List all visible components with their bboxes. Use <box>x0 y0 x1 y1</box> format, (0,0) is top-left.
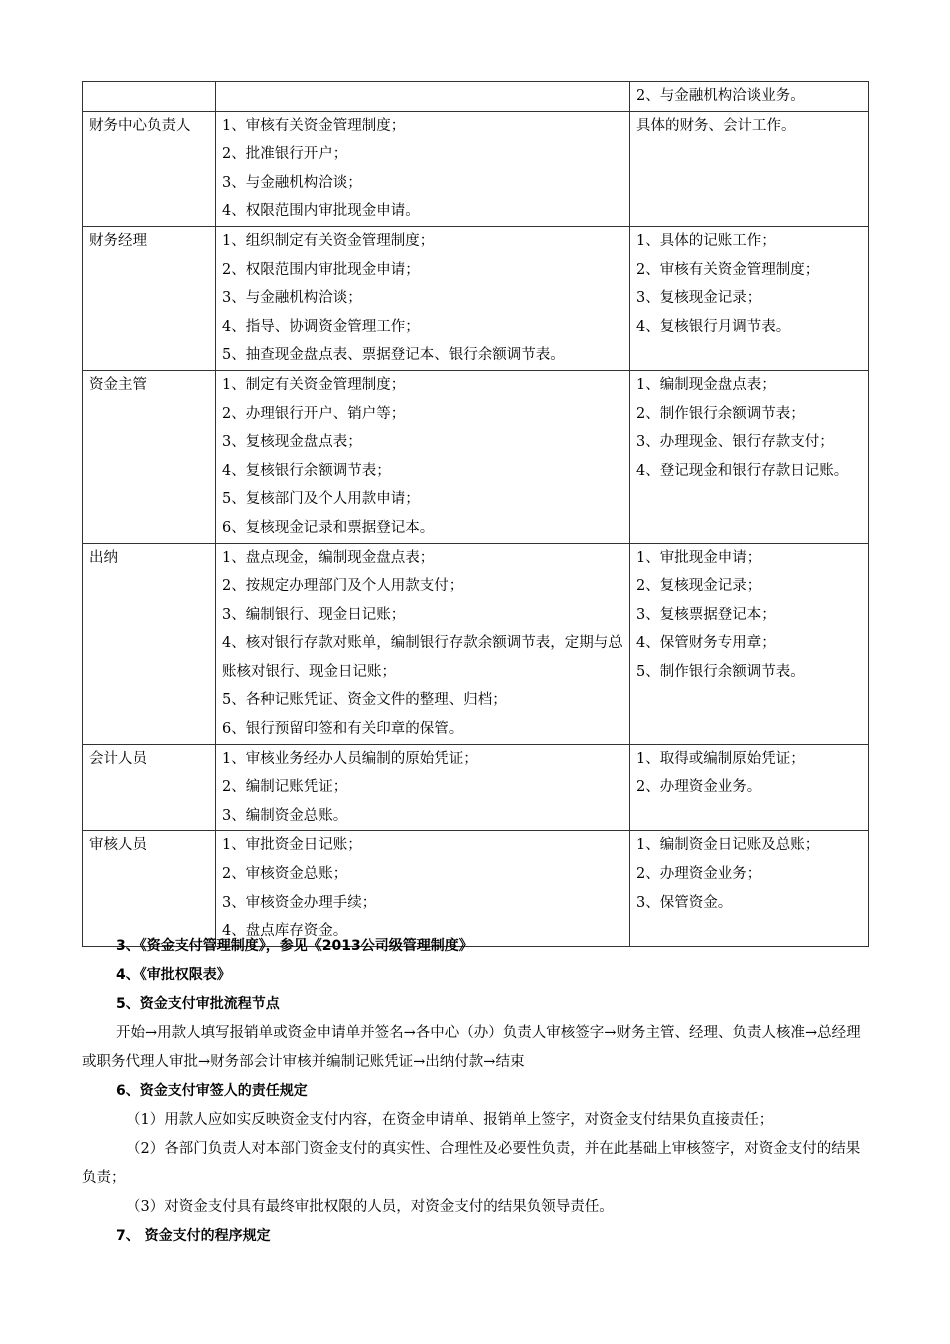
duty-item: 1、审批现金申请； <box>636 549 762 566</box>
authority-item: 2、权限范围内审批现金申请； <box>222 261 420 278</box>
authority-cell <box>216 543 630 744</box>
authority-cell <box>216 744 630 831</box>
duty-cell <box>630 82 869 112</box>
duty-item: 3、保管资金。 <box>636 894 733 911</box>
table-row <box>83 370 869 543</box>
role-cell <box>83 82 216 112</box>
authority-item: 5、复核部门及个人用款申请； <box>222 491 420 508</box>
authority-item: 3、复核现金盘点表； <box>222 434 362 451</box>
duty-cell <box>630 111 869 226</box>
duty-item: 4、登记现金和银行存款日记账。 <box>636 462 849 479</box>
duty-item: 1、编制资金日记账及总账； <box>636 837 820 854</box>
role-label: 资金主管 <box>89 376 147 393</box>
duty-item: 2、审核有关资金管理制度； <box>636 261 820 278</box>
authority-item: 3、审核资金办理手续； <box>222 894 377 911</box>
responsibility-table <box>82 81 869 947</box>
authority-cell <box>216 831 630 946</box>
duty-cell <box>630 543 869 744</box>
authority-item: 5、各种记账凭证、资金文件的整理、归档； <box>222 692 507 709</box>
authority-item: 1、审批资金日记账； <box>222 837 362 854</box>
role-label: 会计人员 <box>89 750 147 767</box>
authority-item: 1、制定有关资金管理制度； <box>222 376 406 393</box>
role-label: 审核人员 <box>89 837 147 854</box>
duty-item: 4、复核银行月调节表。 <box>636 318 791 335</box>
table-row <box>83 543 869 744</box>
responsibility-rule-3: （3）对资金支付具有最终审批权限的人员，对资金支付的结果负领导责任。 <box>126 1199 614 1215</box>
authority-item: 4、盘点库存资金。 <box>222 923 348 940</box>
duty-item: 1、取得或编制原始凭证； <box>636 750 805 767</box>
section-7-heading: 7、 资金支付的程序规定 <box>116 1228 271 1244</box>
duty-item: 5、制作银行余额调节表。 <box>636 663 805 680</box>
role-cell <box>83 226 216 370</box>
duty-item: 2、与金融机构洽谈业务。 <box>636 88 805 104</box>
section-3-heading: 3、《资金支付管理制度》，参见《2013公司级管理制度》 <box>116 938 473 954</box>
role-cell <box>83 111 216 226</box>
authority-item: 1、盘点现金，编制现金盘点表； <box>222 549 435 566</box>
duty-item: 2、办理资金业务； <box>636 866 762 883</box>
role-cell <box>83 370 216 543</box>
duty-item: 2、复核现金记录； <box>636 578 762 595</box>
duty-item: 3、办理现金、银行存款支付； <box>636 434 834 451</box>
authority-cell <box>216 111 630 226</box>
role-cell <box>83 831 216 946</box>
authority-item: 6、银行预留印签和有关印章的保管。 <box>222 721 464 738</box>
authority-item: 2、审核资金总账； <box>222 866 348 883</box>
table-row <box>83 111 869 226</box>
section-5-heading: 5、资金支付审批流程节点 <box>116 996 280 1012</box>
document-sections <box>82 932 868 1251</box>
table-row <box>83 226 869 370</box>
duty-item: 1、具体的记账工作； <box>636 232 776 249</box>
duty-cell <box>630 831 869 946</box>
authority-item: 3、与金融机构洽谈； <box>222 290 362 307</box>
duty-item: 2、制作银行余额调节表； <box>636 405 805 422</box>
role-label: 财务中心负责人 <box>89 117 191 134</box>
duty-item: 具体的财务、会计工作。 <box>636 117 796 134</box>
authority-item: 2、批准银行开户； <box>222 146 348 163</box>
authority-item: 3、编制银行、现金日记账； <box>222 606 406 623</box>
duty-item: 4、保管财务专用章； <box>636 635 776 652</box>
duty-item: 1、编制现金盘点表； <box>636 376 776 393</box>
authority-item: 4、指导、协调资金管理工作； <box>222 318 420 335</box>
role-label: 出纳 <box>89 549 118 566</box>
authority-item: 4、核对银行存款对账单，编制银行存款余额调节表，定期与总账核对银行、现金日记账； <box>222 635 623 680</box>
authority-item: 6、复核现金记录和票据登记本。 <box>222 519 435 536</box>
duty-cell <box>630 226 869 370</box>
authority-cell <box>216 226 630 370</box>
section-4-heading: 4、《审批权限表》 <box>116 967 231 983</box>
role-cell <box>83 543 216 744</box>
role-label: 财务经理 <box>89 232 147 249</box>
authority-item: 4、复核银行余额调节表； <box>222 462 391 479</box>
duty-item: 2、办理资金业务。 <box>636 779 762 796</box>
duty-cell <box>630 744 869 831</box>
table-row <box>83 831 869 946</box>
authority-item: 1、审核有关资金管理制度； <box>222 117 406 134</box>
responsibility-rule-1: （1）用款人应如实反映资金支付内容，在资金申请单、报销单上签字，对资金支付结果负直接责任； <box>126 1112 774 1128</box>
authority-item: 3、与金融机构洽谈； <box>222 174 362 191</box>
authority-item: 1、组织制定有关资金管理制度； <box>222 232 435 249</box>
authority-item: 3、编制资金总账。 <box>222 807 348 824</box>
role-cell <box>83 744 216 831</box>
authority-item: 2、按规定办理部门及个人用款支付； <box>222 578 464 595</box>
authority-cell <box>216 82 630 112</box>
authority-item: 2、编制记账凭证； <box>222 779 348 796</box>
table-row <box>83 82 869 112</box>
authority-cell <box>216 370 630 543</box>
section-6-heading: 6、资金支付审签人的责任规定 <box>116 1083 308 1099</box>
authority-item: 5、抽查现金盘点表、票据登记本、银行余额调节表。 <box>222 347 565 364</box>
duty-item: 3、复核票据登记本； <box>636 606 776 623</box>
authority-item: 1、审核业务经办人员编制的原始凭证； <box>222 750 478 767</box>
responsibility-rule-2: （2）各部门负责人对本部门资金支付的真实性、合理性及必要性负责，并在此基础上审核签字，对资金支付的结果负责； <box>82 1141 861 1186</box>
authority-item: 4、权限范围内审批现金申请。 <box>222 203 420 220</box>
table-row <box>83 744 869 831</box>
duty-item: 3、复核现金记录； <box>636 290 762 307</box>
approval-flow-paragraph: 开始→用款人填写报销单或资金申请单并签名→各中心（办）负责人审核签字→财务主管、经理、负责人核准→总经理或职务代理人审批→财务部会计审核并编制记账凭证→出纳付款→结束 <box>82 1025 861 1070</box>
duty-cell <box>630 370 869 543</box>
authority-item: 2、办理银行开户、销户等； <box>222 405 406 422</box>
